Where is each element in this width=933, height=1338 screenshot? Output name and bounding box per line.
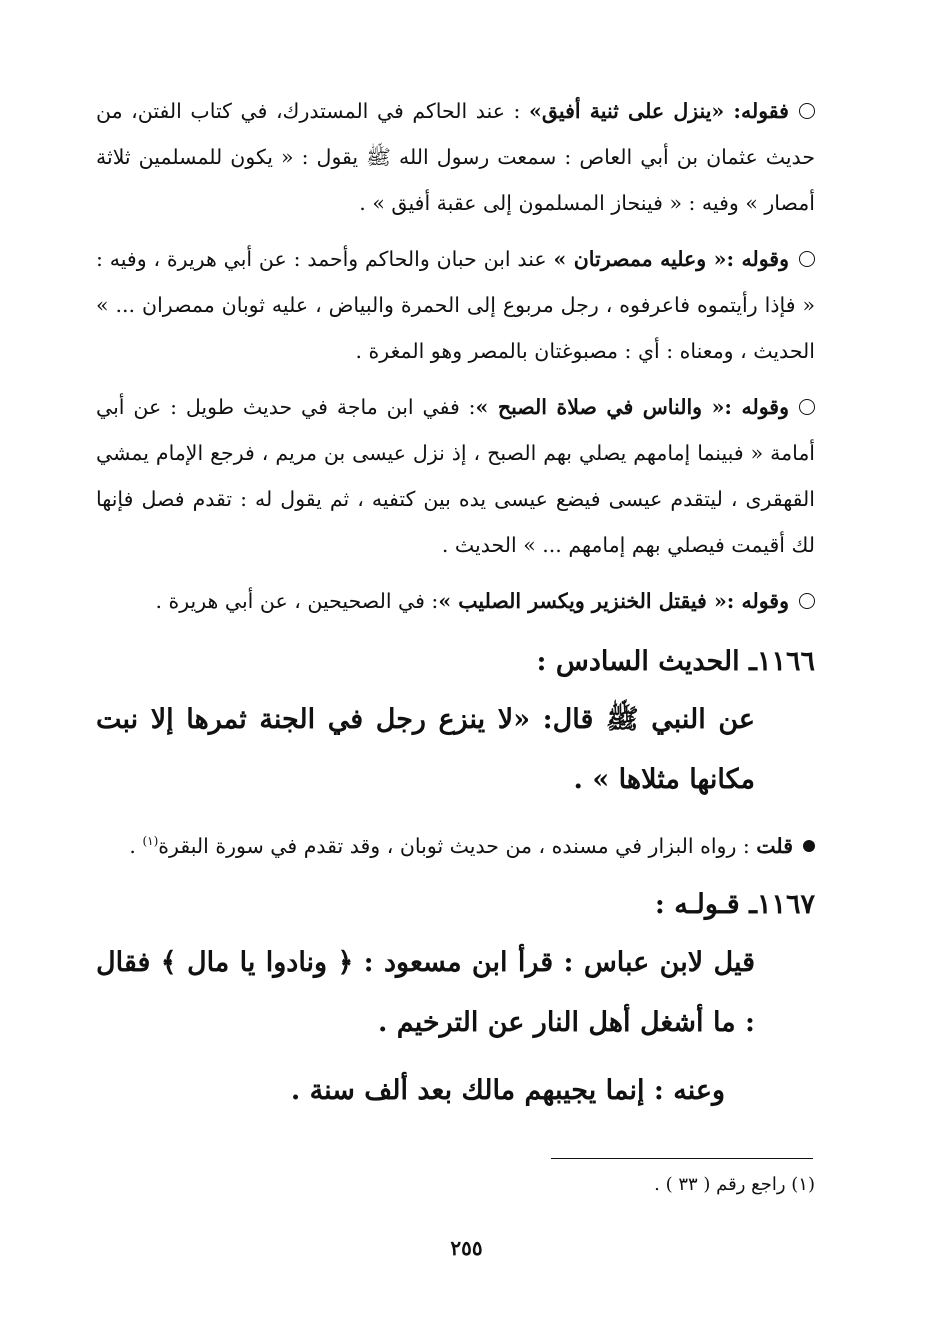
hadith-1167-line-1: قيل لابن عباس : قرأ ابن مسعود : ﴿ ونادوا يا مال ﴾ فقال : ما أشغل أهل النار عن الترخيم .	[96, 946, 755, 1038]
paragraph-text: : ففي ابن ماجة في حديث طويل : عن أبي أمامة « فبينما إمامهم يصلي بهم الصبح ، إذ نزل عيسى بن مريم ، فرجع الإمام يمشي القهقرى ، ليتقدم عيسى فيضع عيسى يده بين كتفيه ، ثم يقول له : تقدم فصل فإنها لك أقيمت فيصلي بهم إمامهم ... » الحديث .	[96, 395, 815, 557]
paragraph-lead: وقوله :« وعليه ممصرتان »	[553, 247, 790, 271]
commentary-paragraph-2	[96, 236, 815, 374]
circle-bullet-icon	[799, 399, 815, 415]
page-number: ٢٥٥	[450, 1236, 483, 1260]
paragraph-text: عند ابن حبان والحاكم وأحمد : عن أبي هريرة ، وفيه : « فإذا رأيتموه فاعرفوه ، رجل مربوع إلى الحمرة والبياض ، عليه ثوبان ممصران ... » الحديث ، ومعناه : أي : مصبوغتان بالمصر وهو المغرة .	[96, 247, 815, 363]
paragraph-text: : في الصحيحين ، عن أبي هريرة .	[155, 589, 439, 613]
hadith-1166-heading: ١١٦٦ـ الحديث السادس :	[536, 646, 815, 677]
commentary-paragraph-3	[96, 384, 815, 568]
note-lead: قلت	[756, 833, 793, 858]
scholar-note	[96, 818, 815, 869]
footnote: (١) راجع رقم ( ٣٣ ) .	[654, 1174, 815, 1195]
page-body	[96, 88, 815, 1129]
commentary-paragraph-1	[96, 88, 815, 226]
circle-bullet-icon	[799, 251, 815, 267]
commentary-paragraph-4	[96, 578, 815, 624]
circle-bullet-icon	[799, 593, 815, 609]
paragraph-lead: وقوله :« فيقتل الخنزير ويكسر الصليب »	[438, 589, 789, 613]
note-end: .	[129, 833, 143, 858]
paragraph-lead: فقوله: «ينزل على ثنية أفيق»	[529, 99, 789, 123]
circle-bullet-icon	[799, 103, 815, 119]
note-text: : رواه البزار في مسنده ، من حديث ثوبان ، وقد تقدم في سورة البقرة	[158, 833, 757, 858]
footnote-divider	[551, 1158, 813, 1159]
hadith-1167-heading: ١١٦٧ـ قـولـه :	[654, 888, 815, 920]
filled-bullet-icon	[803, 840, 815, 852]
hadith-1167-line-2: وعنه : إنما يجيبهم مالك بعد ألف سنة .	[290, 1074, 725, 1106]
footnote-reference: (١)	[142, 834, 159, 848]
paragraph-text: : عند الحاكم في المستدرك، في كتاب الفتن، من حديث عثمان بن أبي العاص : سمعت رسول الله ﷺ يقول : « يكون للمسلمين ثلاثة أمصار » وفيه : « فينحاز المسلمون إلى عقبة أفيق » .	[96, 99, 815, 215]
hadith-1166-text: عن النبي ﷺ قال: «لا ينزع رجل في الجنة ثمرها إلا نبت مكانها مثلاها » .	[96, 704, 755, 795]
paragraph-lead: وقوله :« والناس في صلاة الصبح »	[475, 395, 789, 419]
